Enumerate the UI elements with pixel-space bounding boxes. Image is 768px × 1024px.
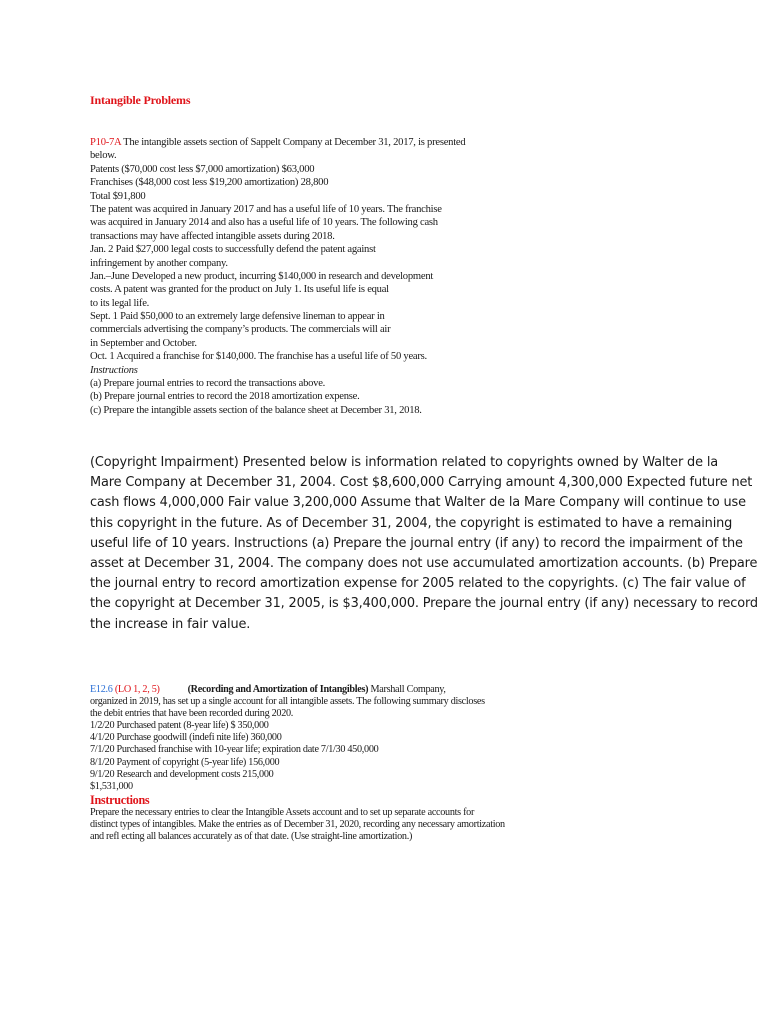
document-title: Intangible Problems xyxy=(90,93,191,107)
problem-line: Jan. 2 Paid $27,000 legal costs to successfully defend the patent against xyxy=(90,244,376,256)
problem-intro: The intangible assets section of Sappelt Company at December 31, 2017, is presented xyxy=(120,137,466,148)
problem-line: 8/1/20 Payment of copyright (5-year life) 156,000 xyxy=(90,756,280,768)
instruction-item: (b) Prepare journal entries to record the 2018 amortization expense. xyxy=(90,391,360,403)
problem-line: Total $91,800 xyxy=(90,190,146,202)
problem-line: Patents ($70,000 cost less $7,000 amortization) $63,000 xyxy=(90,163,315,175)
problem-intro: Marshall Company, xyxy=(368,684,446,695)
problem-line: transactions may have affected intangible assets during 2018. xyxy=(90,230,335,242)
problem-first-line xyxy=(90,136,510,149)
problem-line: the debit entries that have been recorded during 2020. xyxy=(90,708,294,720)
problem-p10-7a xyxy=(90,136,510,417)
instruction-item: and refl ecting all balances accurately as of that date. (Use straight-line amortization.) xyxy=(90,831,413,843)
problem-line: organized in 2019, has set up a single account for all intangible assets. The following summary discloses xyxy=(90,696,485,708)
problem-line: Oct. 1 Acquired a franchise for $140,000. The franchise has a useful life of 50 years. xyxy=(90,351,427,363)
paragraph-line: Mare Company at December 31, 2004. Cost $8,600,000 Carrying amount 4,300,000 Expected future net xyxy=(90,475,753,491)
problem-line: Sept. 1 Paid $50,000 to an extremely large defensive lineman to appear in xyxy=(90,311,385,323)
instruction-item: (c) Prepare the intangible assets section of the balance sheet at December 31, 2018. xyxy=(90,404,422,416)
paragraph-line: the increase in fair value. xyxy=(90,616,251,632)
problem-id: P10-7A xyxy=(90,137,121,148)
problem-line: below. xyxy=(90,150,117,162)
problem-line: infringement by another company. xyxy=(90,257,228,269)
paragraph-line: (Copyright Impairment) Presented below is information related to copyrights owned by Walter de la xyxy=(90,455,718,470)
problem-line: 1/2/20 Purchased patent (8-year life) $ 350,000 xyxy=(90,720,269,732)
problem-line: Jan.–June Developed a new product, incurring $140,000 in research and development xyxy=(90,270,434,282)
problem-id: E12.6 xyxy=(90,684,113,695)
problem-first-line xyxy=(90,684,570,696)
problem-e12-6 xyxy=(90,684,570,843)
problem-line: was acquired in January 2014 and also has a useful life of 10 years. The following cash xyxy=(90,217,438,229)
problem-line: $1,531,000 xyxy=(90,780,133,792)
paragraph-line: asset at December 31, 2004. The company does not use accumulated amortization accounts. (b) Prepare xyxy=(90,555,758,571)
paragraph-line: useful life of 10 years. Instructions (a) Prepare the journal entry (if any) to record the impairment of the xyxy=(90,535,743,551)
instruction-item: distinct types of intangibles. Make the entries as of December 31, 2020, recording any necessary amortization xyxy=(90,818,505,830)
problem-line: commercials advertising the company’s products. The commercials will air xyxy=(90,324,391,336)
paragraph-line: the copyright at December 31, 2005, is $3,400,000. Prepare the journal entry (if any) necessary to record xyxy=(90,596,758,612)
problem-line: costs. A patent was granted for the product on July 1. Its useful life is equal xyxy=(90,284,389,296)
problem-line: The patent was acquired in January 2017 and has a useful life of 10 years. The franchise xyxy=(90,203,442,215)
problem-line: in September and October. xyxy=(90,337,197,349)
learning-objectives: (LO 1, 2, 5) xyxy=(114,684,160,695)
paragraph-line: cash flows 4,000,000 Fair value 3,200,000 Assume that Walter de la Mare Company will continue to use xyxy=(90,495,746,511)
problem-line: 9/1/20 Research and development costs 215,000 xyxy=(90,768,274,780)
problem-line: 4/1/20 Purchase goodwill (indefi nite life) 360,000 xyxy=(90,732,282,744)
problem-line: to its legal life. xyxy=(90,297,150,309)
paragraph-line: the journal entry to record amortization expense for 2005 related to the copyrights. (c) The fair value of xyxy=(90,576,746,592)
problem-line: 7/1/20 Purchased franchise with 10-year life; expiration date 7/1/30 450,000 xyxy=(90,744,379,756)
instruction-item: (a) Prepare journal entries to record the transactions above. xyxy=(90,378,326,390)
instruction-item: Prepare the necessary entries to clear the Intangible Assets account and to set up separate accounts for xyxy=(90,806,475,818)
paragraph-line: this copyright in the future. As of December 31, 2004, the copyright is estimated to have a remaining xyxy=(90,515,733,531)
problem-line: Franchises ($48,000 cost less $19,200 amortization) 28,800 xyxy=(90,177,329,189)
problem-copyright-impairment xyxy=(90,453,758,635)
problem-heading: (Recording and Amortization of Intangibles) xyxy=(187,684,369,695)
instructions-label: Instructions xyxy=(90,792,150,807)
instructions-label: Instructions xyxy=(90,364,138,376)
